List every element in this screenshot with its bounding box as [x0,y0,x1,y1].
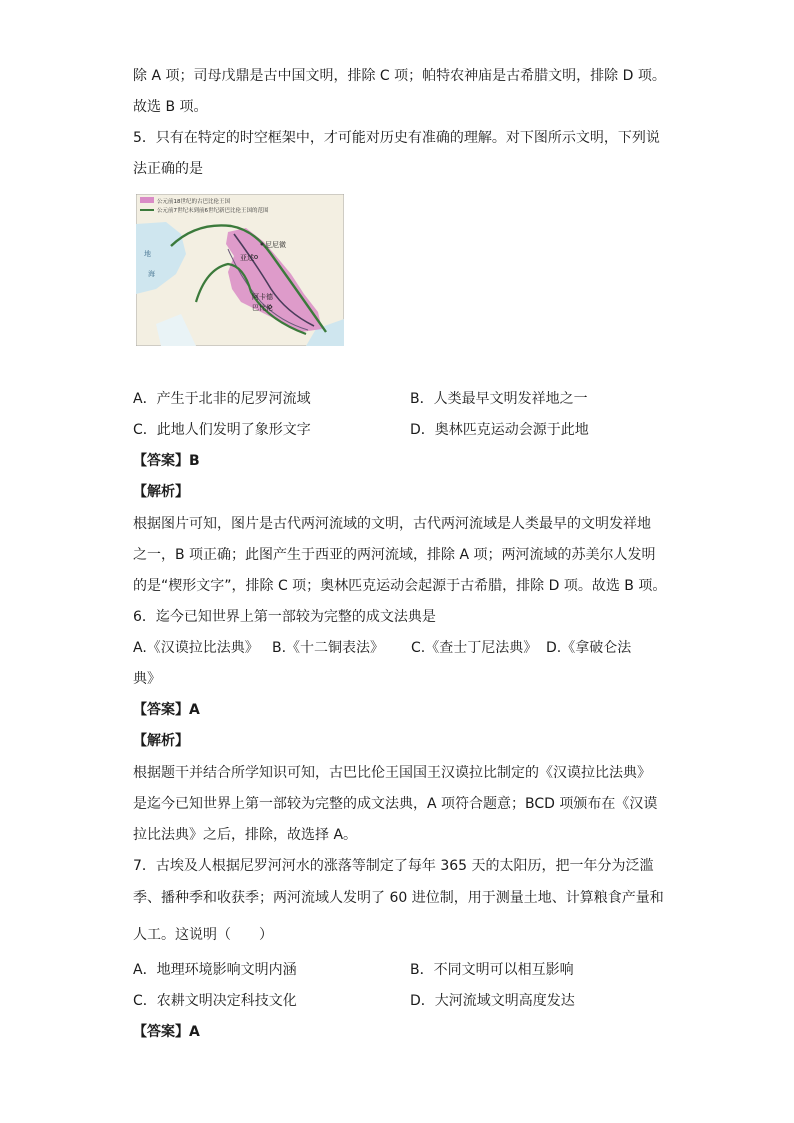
q7-option-b: B．不同文明可以相互影响 [410,962,574,978]
question-5-stem-cont: 法正确的是 [133,161,203,177]
city-assur-label: 亚述 [240,254,254,262]
q5-answer: 【答案】B [133,453,200,469]
legend-kingdom-swatch [140,197,154,203]
q6-analysis-heading: 【解析】 [133,733,189,749]
q5-option-a: A．产生于北非的尼罗河流域 [133,391,311,407]
q6-option-d-cont: 典》 [133,671,161,687]
sea-label-1: 地 [144,250,151,258]
q7-answer: 【答案】A [133,1024,200,1040]
question-7-stem-3: 人工。这说明（ ） [133,927,273,943]
q5-analysis-heading: 【解析】 [133,484,189,500]
city-akkad-label: 阿卡德 [252,293,273,301]
question-5-stem: 5．只有在特定的时空框架中，才可能对历史有准确的理解。对下图所示文明，下列说 [133,130,660,146]
question-7-stem-2: 季、播种季和收获季；两河流域人发明了 60 进位制，用于测量土地、计算粮食产量和 [133,890,664,906]
q5-option-b: B．人类最早文明发祥地之一 [410,391,588,407]
q6-option-a: A.《汉谟拉比法典》 [133,640,259,656]
question-6-stem: 6．迄今已知世界上第一部较为完整的成文法典是 [133,609,436,625]
q6-option-d: D.《拿破仑法 [546,640,632,656]
line-1: 除 A 项；司母戊鼎是古中国文明，排除 C 项；帕特农神庙是古希腊文明，排除 D 项。 [133,68,666,84]
q5-option-c: C．此地人们发明了象形文字 [133,422,311,438]
q7-option-a: A．地理环境影响文明内涵 [133,962,297,978]
mesopotamia-map [136,194,344,346]
q6-explanation-1: 根据题干并结合所学知识可知，古巴比伦王国国王汉谟拉比制定的《汉谟拉比法典》 [133,765,651,781]
sea-label-2: 海 [148,270,155,278]
legend-kingdom-label: 公元前18世纪的古巴比伦王国 [157,199,230,205]
q6-option-b: B.《十二铜表法》 [272,640,385,656]
q5-option-d: D．奥林匹克运动会源于此地 [410,422,589,438]
q5-explanation-3: 的是“楔形文字”，排除 C 项；奥林匹克运动会起源于古希腊，排除 D 项。故选 B 项。 [133,578,667,594]
q7-option-d: D．大河流域文明高度发达 [410,993,575,1009]
q6-option-c: C.《查士丁尼法典》 [411,640,538,656]
q7-option-c: C．农耕文明决定科技文化 [133,993,297,1009]
city-babylon-label: 巴比伦 [252,304,273,312]
q6-explanation-3: 拉比法典》之后，排除，故选择 A。 [133,827,358,843]
question-7-stem-1: 7．古埃及人根据尼罗河河水的涨落等制定了每年 365 天的太阳历，把一年分为泛滥 [133,858,654,874]
q6-answer: 【答案】A [133,702,200,718]
q5-explanation-1: 根据图片可知，图片是古代两河流域的文明，古代两河流域是人类最早的文明发祥地 [133,516,651,532]
q6-explanation-2: 是迄今已知世界上第一部较为完整的成文法典，A 项符合题意；BCD 项颁布在《汉谟 [133,796,658,812]
city-nineveh-label: 尼尼微 [265,241,286,249]
q5-explanation-2: 之一，B 项正确；此图产生于西亚的两河流域，排除 A 项；两河流域的苏美尔人发明 [133,547,656,563]
legend-border-label: 公元前7世纪末到前6世纪新巴比伦王国的范围 [157,208,269,214]
line-2: 故选 B 项。 [133,99,208,115]
